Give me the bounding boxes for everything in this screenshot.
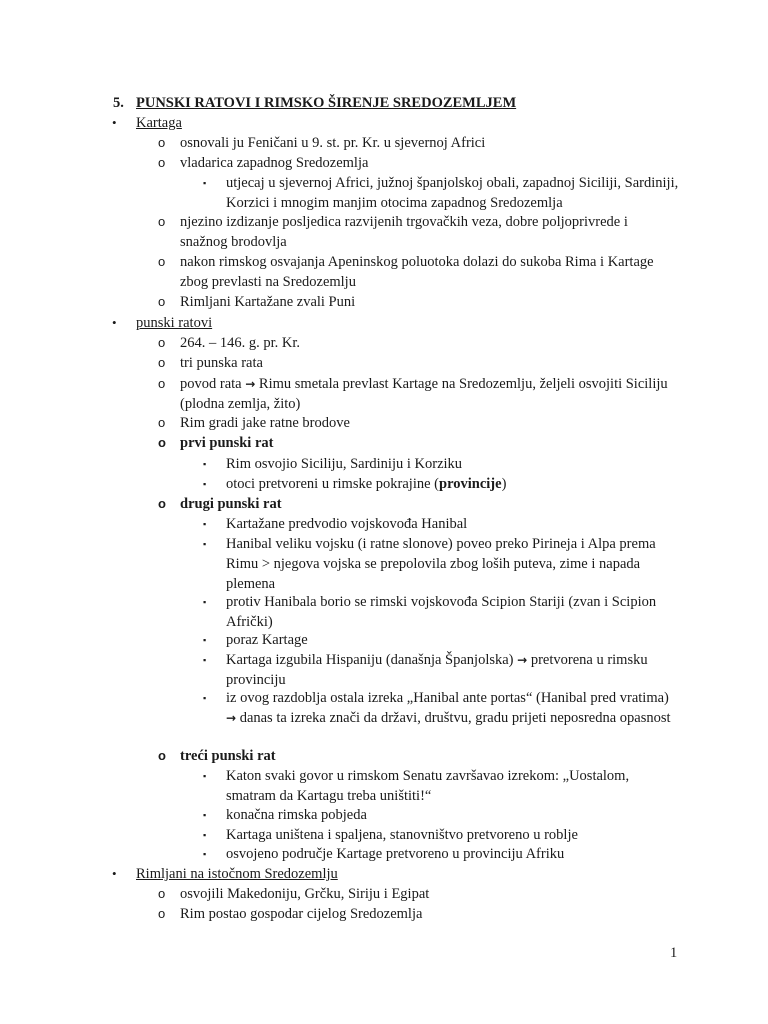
heading-title: PUNSKI RATOVI I RIMSKO ŠIRENJE SREDOZEMLJEM: [136, 95, 517, 111]
sub-list-item: ▪ utjecaj u sjevernoj Africi, južnoj španjolskoj obali, zapadnoj Siciliji, Sardiniji, Korzici i mnogim manjim otocima zapadnog Sredozemlja: [203, 175, 679, 211]
sub-list-item: ▪ Katon svaki govor u rimskom Senatu završavao izrekom: „Uostalom, smatram da Kartagu treba uništiti!“: [203, 768, 630, 804]
sub-list-item: ▪ protiv Hanibala borio se rimski vojskovođa Scipion Stariji (zvan i Scipion Afrički): [203, 594, 657, 630]
sub-list-item: ▪ Kartaga uništena i spaljena, stanovništvo pretvoreno u roblje: [203, 827, 578, 843]
sub-list-item: ▪ konačna rimska pobjeda: [203, 807, 367, 823]
sub-list-item: ▪ otoci pretvoreni u rimske pokrajine (provincije): [203, 476, 507, 492]
list-item: o povod rata → Rimu smetala prevlast Kartage na Sredozemlju, željeli osvojiti Siciliju (plodna zemlja, žito): [158, 376, 668, 412]
sub-list-item: ▪ Kartaga izgubila Hispaniju (današnja Španjolska) → pretvorena u rimsku provinciju: [203, 652, 648, 688]
sub-list-item: ▪ osvojeno područje Kartage pretvoreno u provinciju Afriku: [203, 846, 565, 862]
list-item: o Rim postao gospodar cijelog Sredozemlja: [158, 906, 423, 922]
list-item: o 264. – 146. g. pr. Kr.: [158, 335, 301, 351]
bullet-marker: •: [112, 115, 117, 130]
list-item: o tri punska rata: [158, 355, 263, 371]
list-item: o njezino izdizanje posljedica razvijenih trgovačkih veza, dobre poljoprivrede i snažnog brodovlja: [158, 214, 628, 250]
page-number: 1: [670, 945, 678, 961]
list-item: o Rimljani Kartažane zvali Puni: [158, 294, 356, 310]
list-item: o osnovali ju Feničani u 9. st. pr. Kr. u sjevernoj Africi: [158, 135, 486, 151]
bullet-title: Kartaga: [136, 115, 182, 131]
list-item: o vladarica zapadnog Sredozemlja: [158, 155, 369, 171]
section-heading: [113, 93, 516, 113]
bullet-marker: •: [112, 315, 117, 330]
arrow-right-icon: →: [245, 377, 256, 391]
sub-list-item: ▪ poraz Kartage: [203, 632, 308, 648]
bold-term: provincije: [439, 476, 502, 492]
sub-list-item: ▪ Rim osvojio Siciliju, Sardiniju i Korziku: [203, 456, 463, 472]
list-item: o osvojili Makedoniju, Grčku, Siriju i Egipat: [158, 886, 430, 902]
bullet-title: Rimljani na istočnom Sredozemlju: [136, 866, 338, 882]
list-item: o nakon rimskog osvajanja Apeninskog poluotoka dolazi do sukoba Rima i Kartage zbog prevlasti na Sredozemlju: [158, 254, 654, 290]
subheading-drugi-punski-rat: o drugi punski rat: [158, 496, 282, 512]
sub-list-item: ▪ iz ovog razdoblja ostala izreka „Hanibal ante portas“ (Hanibal pred vratima) → danas ta izreka znači da državi, društvu, gradu prijeti neposredna opasnost: [203, 690, 671, 726]
list-item: o Rim gradi jake ratne brodove: [158, 415, 350, 431]
arrow-right-icon: →: [517, 653, 528, 667]
subheading-treci-punski-rat: o treći punski rat: [158, 748, 276, 764]
sub-list-item: ▪ Kartažane predvodio vojskovođa Hanibal: [203, 516, 468, 532]
subheading-prvi-punski-rat: o prvi punski rat: [158, 435, 274, 451]
heading-number: 5.: [113, 95, 124, 111]
bullet-title: punski ratovi: [136, 315, 213, 331]
arrow-right-icon: →: [226, 711, 237, 725]
sub-list-item: ▪ Hanibal veliku vojsku (i ratne slonove) poveo preko Pirineja i Alpa prema Rimu > njegova vojska se prepolovila zbog loših puteva, zime i napada plemena: [203, 536, 656, 592]
bullet-marker: •: [112, 866, 117, 881]
